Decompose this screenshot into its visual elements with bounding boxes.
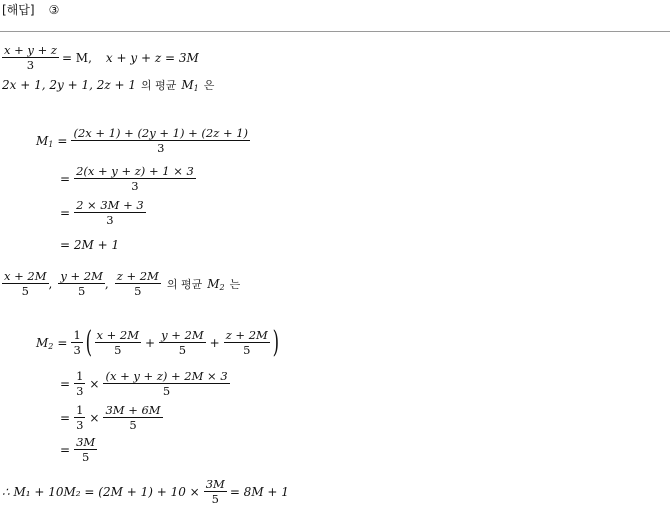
- m1-step-1: $M_1$ = $\frac{(2x + 1) + (2y + 1) + (2z + 1)}{3}$: [36, 126, 249, 155]
- line-terms-m2: $\frac{x + 2M}{5}$ , $\frac{y + 2M}{5}$ , $\frac{z + 2M}{5}$ 의 평균 $M_2$ 는: [4, 269, 241, 298]
- final-result: ∴ M₁ + 10M₂ = (2M + 1) + 10 × $\frac{3M}{5}$ = 8M + 1: [2, 477, 289, 506]
- m2-step-2: = $\frac{1}{3}$ × $\frac{(x + y + z) + 2M \times 3}{5}$: [60, 369, 228, 398]
- answer-choice: ③: [48, 3, 60, 17]
- m1-result: = 2M + 1: [60, 238, 120, 252]
- korean-topic-m1: 은: [203, 79, 215, 92]
- m2-step-3: = $\frac{1}{3}$ × $\frac{3M + 6M}{5}$: [60, 403, 161, 432]
- fraction-m1-step3: $\frac{2 \times 3M + 3}{3}$: [76, 198, 144, 227]
- terms-list: 2x + 1, 2y + 1, 2z + 1: [2, 78, 136, 92]
- fraction-xyz-over-3: $\frac{x + y + z}{3}$: [4, 43, 57, 72]
- fraction-m1-step1: $\frac{(2x + 1) + (2y + 1) + (2z + 1)}{3}$: [73, 126, 249, 155]
- m2-step-4: = $\frac{3M}{5}$: [60, 435, 96, 464]
- korean-mean-of-2: 의 평균: [166, 278, 203, 291]
- eq-rhs-m: = M,: [61, 51, 92, 65]
- m2-step-1: $M_2$ = $\frac{1}{3}$ ( $\frac{x + 2M}{5}$ + $\frac{y + 2M}{5}$ + $\frac{z + 2M}{5}$ ): [36, 325, 279, 360]
- final-rhs: = 8M + 1: [229, 485, 289, 499]
- m1-step-2: = $\frac{2(x + y + z) + 1 \times 3}{3}$: [60, 164, 194, 193]
- fraction-m1-step2: $\frac{2(x + y + z) + 1 \times 3}{3}$: [76, 164, 194, 193]
- korean-topic-m2: 는: [229, 278, 241, 291]
- answer-header: [2, 1, 59, 18]
- line-mean-definition: [2, 44, 199, 72]
- line-terms-m1: 2x + 1, 2y + 1, 2z + 1 의 평균 $M_1$ 은: [2, 77, 215, 93]
- divider: [0, 31, 670, 32]
- m1-step-3: = $\frac{2 \times 3M + 3}{3}$: [60, 198, 144, 227]
- final-lhs: ∴ M₁ + 10M₂ = (2M + 1) + 10 ×: [2, 485, 200, 499]
- eq-sum-3m: x + y + z = 3M: [105, 51, 199, 65]
- korean-mean-of: 의 평균: [141, 79, 177, 92]
- answer-label: [해답]: [2, 3, 35, 17]
